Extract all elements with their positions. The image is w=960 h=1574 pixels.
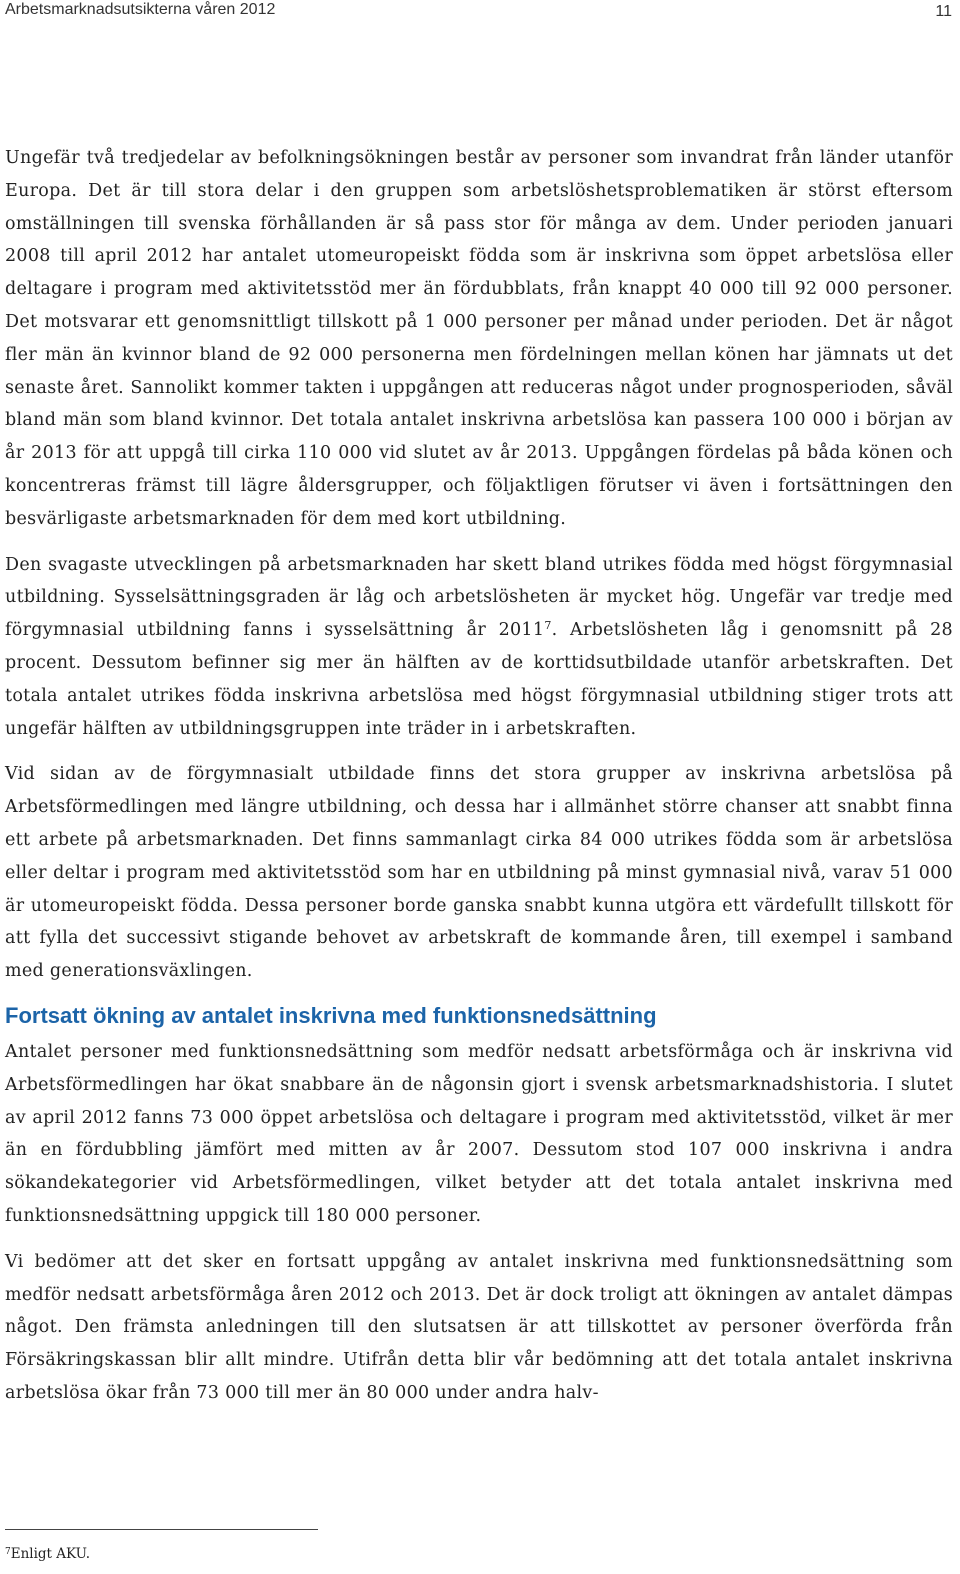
footnote-mark: 7 [5, 1547, 11, 1557]
paragraph-4: Antalet personer med funktionsnedsättning som medför nedsatt arbetsförmåga och är inskrivna vid Arbetsförmedlingen har ökat snabbare än de någonsin gjort i svensk arbetsmarknadshistoria. I slutet av april 2012 fanns 73 000 öppet arbetslösa och deltagare i program med aktivitetsstöd, vilket är mer än en fördubbling jämfört med mitten av år 2007. Dessutom stod 107 000 inskrivna i andra sökandekategorier vid Arbetsförmedlingen, vilket betyder att det totala antalet inskrivna med funktionsnedsättning uppgick till 180 000 personer. [5, 1041, 953, 1226]
paragraph-1: Ungefär två tredjedelar av befolkningsökningen består av personer som invandrat från länder utanför Europa. Det är till stora delar i den gruppen som arbetslöshetsproblematiken är störst eftersom omställningen till svenska förhållanden är så pass stor för många av dem. Under perioden januari 2008 till april 2012 har antalet utomeuropeiskt födda som är inskrivna som öppet arbetslösa eller deltagare i program med aktivitetsstöd mer än fördubblats, från knappt 40 000 till 92 000 personer. Det motsvarar ett genomsnittligt tillskott på 1 000 personer per månad under perioden. Det är något fler män än kvinnor bland de 92 000 personerna men fördelningen mellan könen har jämnats ut det senaste året. Sannolikt kommer takten i uppgången att reduceras något under prognosperioden, såväl bland män som bland kvinnor. Det totala antalet inskrivna arbetslösa kan passera 100 000 i början av år 2013 för att uppgå till cirka 110 000 vid slutet av år 2013. Uppgången fördelas på båda könen och koncentreras främst till lägre åldersgrupper, och följaktligen förutser vi även i fortsättningen den besvärligaste arbetsmarknaden för dem med kort utbildning. [5, 148, 953, 529]
section-heading: Fortsatt ökning av antalet inskrivna med funktionsnedsättning [5, 1002, 657, 1028]
footnote-text: Enligt AKU. [10, 1546, 91, 1562]
paragraph-2 [5, 549, 953, 746]
footnote [5, 1546, 90, 1562]
footnote-reference[interactable]: 7 [544, 619, 552, 633]
body-text [5, 142, 953, 1410]
page-number: 11 [935, 3, 952, 20]
paragraph-2-text-after: . Arbetslösheten låg i genomsnitt på 28 procent. Dessutom befinner sig mer än hälften av de korttidsutbildade utanför arbetskraften. Det totala antalet utrikes födda inskrivna arbetslösa med högst förgymnasial utbildning stiger trots att ungefär hälften av utbildningsgruppen inte träder in i arbetskraften. [5, 620, 953, 739]
paragraph-5: Vi bedömer att det sker en fortsatt uppgång av antalet inskrivna med funktionsnedsättning som medför nedsatt arbetsförmåga åren 2012 och 2013. Det är dock troligt att ökningen av antalet dämpas något. Den främsta anledningen till den slutsatsen är att tillskottet av personer överförda från Försäkringskassan blir allt mindre. Utifrån detta blir vår bedömning att det totala antalet inskrivna arbetslösa ökar från 73 000 till mer än 80 000 under andra halv- [5, 1251, 953, 1403]
document-title: Arbetsmarknadsutsikterna våren 2012 [5, 1, 276, 18]
paragraph-2-text-before: Den svagaste utvecklingen på arbetsmarknaden har skett bland utrikes födda med högst förgymnasial utbildning. Sysselsättningsgraden är låg och arbetslösheten är mycket hög. Ungefär var tredje med förgymnasial utbildning fanns i sysselsättning år 2011 [5, 554, 953, 641]
footnote-divider [5, 1529, 318, 1530]
page-header [5, 0, 955, 22]
paragraph-3: Vid sidan av de förgymnasialt utbildade finns det stora grupper av inskrivna arbetslösa på Arbetsförmedlingen med längre utbildning, och dessa har i allmänhet större chanser att snabbt finna ett arbete på arbetsmarknaden. Det finns sammanlagt cirka 84 000 utrikes födda som är arbetslösa eller deltar i program med aktivitetsstöd som har en utbildning på minst gymnasial nivå, varav 51 000 är utomeuropeiskt födda. Dessa personer borde ganska snabbt kunna utgöra ett värdefullt tillskott för att fylla det successivt stigande behovet av arbetskraft de kommande åren, till exempel i samband med generationsväxlingen. [5, 764, 953, 982]
